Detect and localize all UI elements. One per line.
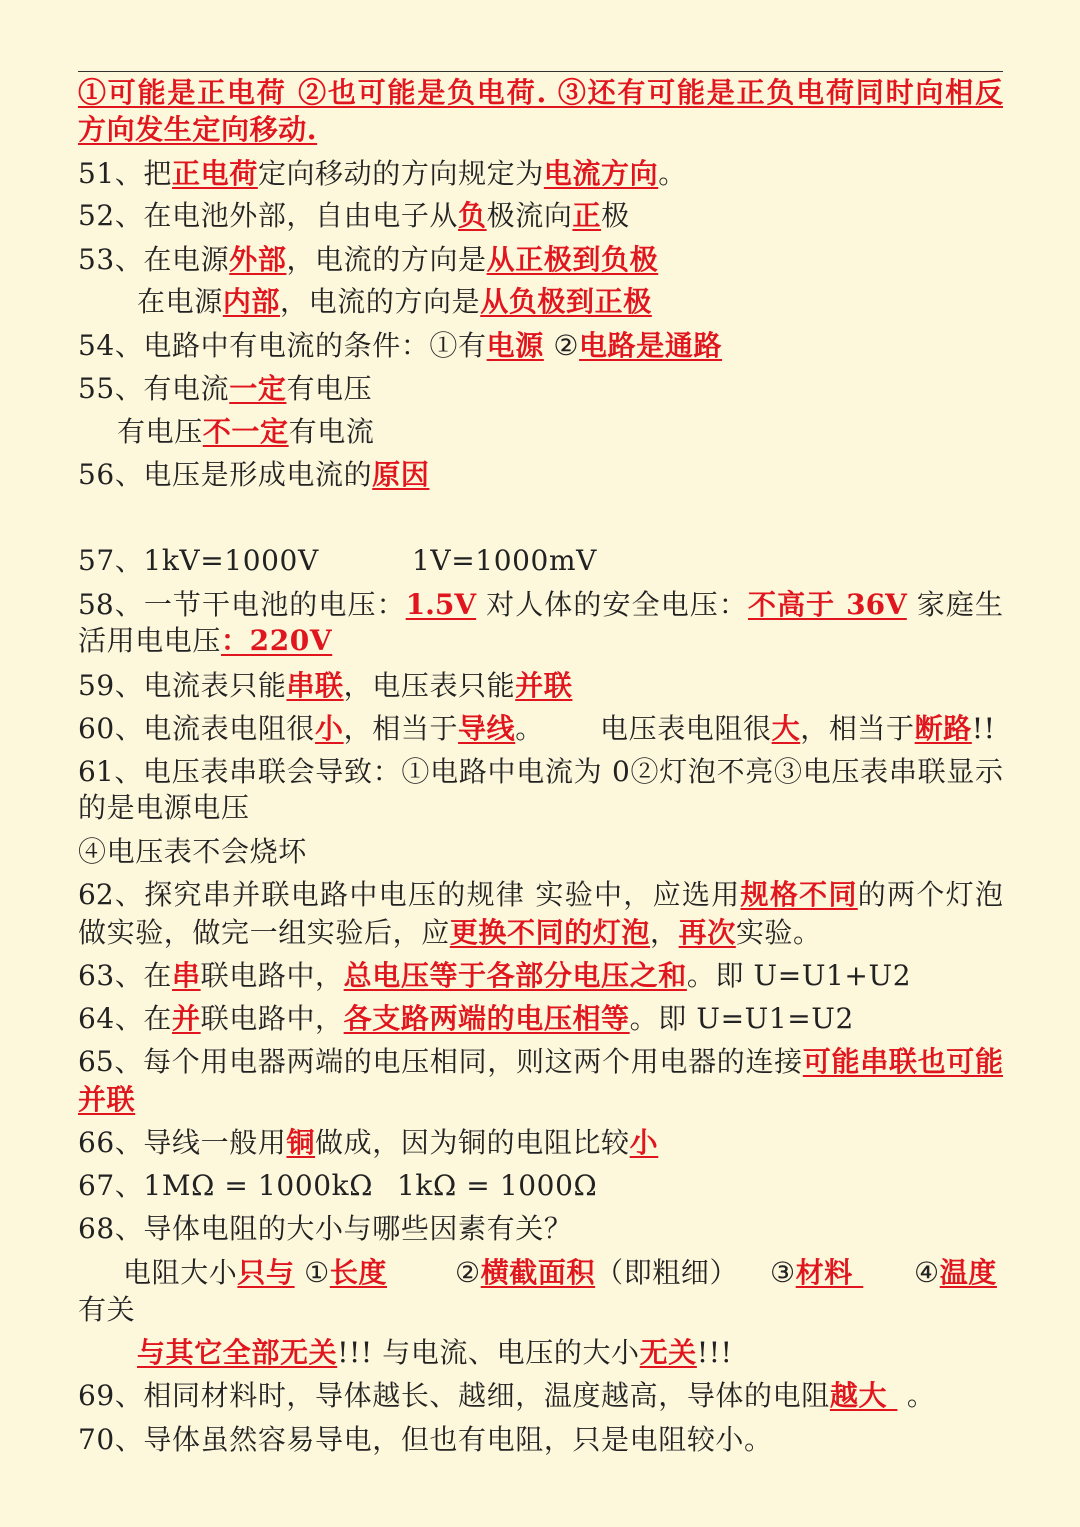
note-text: 70、导体虽然容易导电，但也有电阻，只是电阻较小。 (78, 1423, 773, 1456)
note-text: 。 (515, 712, 544, 745)
answer-text: 小 (629, 1126, 659, 1159)
note-text: 。即 U=U1=U2 (629, 1002, 854, 1035)
answer-text: 串联 (286, 669, 344, 702)
answer-text: 从负极到正极 (480, 285, 652, 318)
answer-text: 小 (315, 712, 344, 745)
answer-text: ：220V (221, 624, 333, 657)
answer-text: 一定 (229, 372, 287, 405)
note-text: 59、电流表只能 (78, 669, 287, 702)
note-text: 的是电源电压 (78, 791, 250, 824)
note-text: 电阻大小 (123, 1256, 238, 1289)
note-60-second (600, 711, 996, 747)
answer-text: 各支路两端的电压相等 (343, 1002, 630, 1035)
note-text: 57、1kV=1000V (78, 544, 319, 577)
answer-text: 材料 (795, 1256, 864, 1289)
note-67-second (397, 1168, 597, 1204)
note-59 (78, 668, 572, 704)
top-rule (78, 71, 1003, 72)
answer-text: 导线 (458, 712, 516, 745)
note-text: 有电压 (117, 415, 203, 448)
note-text: 联电路中， (200, 959, 344, 992)
note-text: 有电压 (286, 372, 373, 405)
answer-text: 原因 (372, 458, 430, 491)
note-text: 极 (601, 199, 630, 232)
note-text: ④ (914, 1256, 940, 1289)
note-text: 极流向 (486, 199, 573, 232)
answer-text: 外部 (229, 243, 287, 276)
note-57-second (412, 543, 597, 579)
note-text: 58、一节干电池的电压： (78, 588, 406, 621)
note-text: ② (543, 329, 580, 362)
answer-text: 更换不同的灯泡 (449, 916, 651, 949)
note-text: 56、电压是形成电流的 (78, 458, 373, 491)
note-text: ① (294, 1256, 330, 1289)
note-62 (78, 877, 1003, 913)
note-text: ② (455, 1256, 481, 1289)
answer-text: 负 (458, 199, 487, 232)
note-63 (78, 958, 911, 994)
answer-text: 再次 (678, 916, 736, 949)
note-text: 对人体的安全电压： (476, 588, 748, 621)
note-68-continued (78, 1292, 135, 1328)
note-text: ，相当于 (800, 712, 915, 745)
note-text: 活用电电压 (78, 624, 222, 657)
note-text: !!! 与电流、电压的大小 (337, 1336, 640, 1369)
note-text: 电压表电阻很 (600, 712, 772, 745)
note-text: !! (971, 712, 996, 745)
note-70 (78, 1422, 773, 1458)
note-55-second (117, 414, 374, 450)
note-54 (78, 328, 722, 364)
note-64 (78, 1001, 854, 1037)
note-68-emphasis (137, 1335, 732, 1371)
note-text: 。 (658, 157, 687, 190)
note-52 (78, 198, 630, 234)
answer-text: ①可能是正电荷 ②也可能是负电荷. ③还有可能是正负电荷同时向相反 (78, 76, 1003, 109)
note-text: 65、每个用电器两端的电压相同，则这两个用电器的连接 (78, 1045, 803, 1078)
note-61-item-4 (78, 834, 307, 870)
answer-text: 铜 (286, 1126, 316, 1159)
note-text: 在电源 (137, 285, 223, 318)
answer-text: 只与 (237, 1256, 295, 1289)
note-61-continued (78, 790, 250, 826)
note-text: ，电流的方向是 (280, 285, 481, 318)
note-text: 的两个灯泡 (857, 878, 1003, 911)
note-text: 64、在 (78, 1002, 173, 1035)
answer-text: 不高于 36V (747, 588, 907, 621)
note-text: ，相当于 (343, 712, 459, 745)
note-text: 60、电流表电阻很 (78, 712, 316, 745)
answer-text: 从正极到负极 (486, 243, 659, 276)
note-text: 有电流 (288, 415, 375, 448)
note-text: 做实验，做完一组实验后，应 (78, 916, 450, 949)
note-text: 68、导体电阻的大小与哪些因素有关？ (78, 1212, 573, 1245)
note-text: 62、探究串并联电路中电压的规律 实验中，应选用 (78, 878, 741, 911)
note-text: 61、电压表串联会导致：①电路中电流为 0②灯泡不亮③电压表串联显示 (78, 755, 1003, 788)
answer-text: 不一定 (202, 415, 289, 448)
note-text: 。 (897, 1379, 936, 1412)
answer-text: 电源 (486, 329, 544, 362)
note-text: 。即 U=U1+U2 (686, 959, 912, 992)
answer-text: 温度 (939, 1256, 997, 1289)
note-text: 实验。 (735, 916, 822, 949)
answer-text: 正 (572, 199, 602, 232)
note-text: 66、导线一般用 (78, 1126, 287, 1159)
answer-text: 并 (172, 1002, 201, 1035)
answer-text: 规格不同 (740, 878, 858, 911)
answer-text: 总电压等于各部分电压之和 (343, 959, 687, 992)
note-66 (78, 1125, 658, 1161)
answer-text: 断路 (914, 712, 972, 745)
note-text: 51、把 (78, 157, 173, 190)
note-51 (78, 156, 687, 192)
note-68 (78, 1211, 572, 1247)
note-58 (78, 587, 1003, 623)
note-55 (78, 371, 372, 407)
note-text: !!! (696, 1336, 733, 1369)
answer-text: 越大 (829, 1379, 898, 1412)
note-50-continued (78, 75, 1003, 111)
note-text: 53、在电源 (78, 243, 230, 276)
answer-text: 并联 (515, 669, 573, 702)
note-69 (78, 1378, 936, 1414)
answer-text: 串 (172, 959, 201, 992)
note-65-continued (78, 1082, 135, 1118)
answer-text: 电路是通路 (579, 329, 723, 362)
note-68-factor-1 (123, 1255, 387, 1291)
answer-text: 横截面积 (480, 1256, 596, 1289)
note-text: ，电压表只能 (343, 669, 516, 702)
note-text: ④电压表不会烧坏 (78, 835, 307, 868)
note-text: （即粗细） (595, 1256, 739, 1289)
note-68-factor-2 (455, 1255, 738, 1291)
note-text: ， (650, 916, 679, 949)
note-53 (78, 242, 658, 278)
note-60 (78, 711, 544, 747)
answer-text: 方向发生定向移动. (78, 113, 318, 146)
answer-text: 与其它全部无关 (137, 1336, 338, 1369)
answer-text: 并联 (78, 1083, 136, 1116)
answer-text: 电流方向 (543, 157, 659, 190)
note-68-factor-3 (770, 1255, 863, 1291)
note-text: 1V=1000mV (412, 544, 597, 577)
note-text: 做成，因为铜的电阻比较 (315, 1126, 630, 1159)
note-65 (78, 1044, 1003, 1080)
note-53-inner (137, 284, 652, 320)
note-text: 67、1MΩ = 1000kΩ (78, 1169, 374, 1202)
note-57 (78, 543, 319, 579)
note-text: 有关 (78, 1293, 136, 1326)
note-50-continued-2 (78, 112, 317, 148)
note-text: 52、在电池外部，自由电子从 (78, 199, 459, 232)
note-58-continued (78, 623, 332, 659)
note-68-factor-4 (914, 1255, 997, 1291)
note-text: 1kΩ = 1000Ω (397, 1169, 598, 1202)
answer-text: 大 (771, 712, 801, 745)
answer-text: 内部 (222, 285, 281, 318)
answer-text: 1.5V (405, 588, 477, 621)
note-text: 联电路中， (200, 1002, 344, 1035)
note-text: 家庭生 (906, 588, 1003, 621)
note-text: ，电流的方向是 (286, 243, 487, 276)
answer-text: 可能串联也可能 (802, 1045, 1003, 1078)
note-text: 定向移动的方向规定为 (257, 157, 544, 190)
answer-text: 长度 (329, 1256, 388, 1289)
answer-text: 无关 (639, 1336, 697, 1369)
note-text: 69、相同材料时，导体越长、越细，温度越高，导体的电阻 (78, 1379, 830, 1412)
note-text: 63、在 (78, 959, 173, 992)
note-56 (78, 457, 429, 493)
note-61 (78, 754, 1003, 790)
note-text: 54、电路中有电流的条件：①有 (78, 329, 487, 362)
answer-text: 正电荷 (172, 157, 258, 190)
note-text: ③ (770, 1256, 796, 1289)
note-text: 55、有电流 (78, 372, 230, 405)
note-67 (78, 1168, 373, 1204)
note-62-continued (78, 915, 822, 951)
